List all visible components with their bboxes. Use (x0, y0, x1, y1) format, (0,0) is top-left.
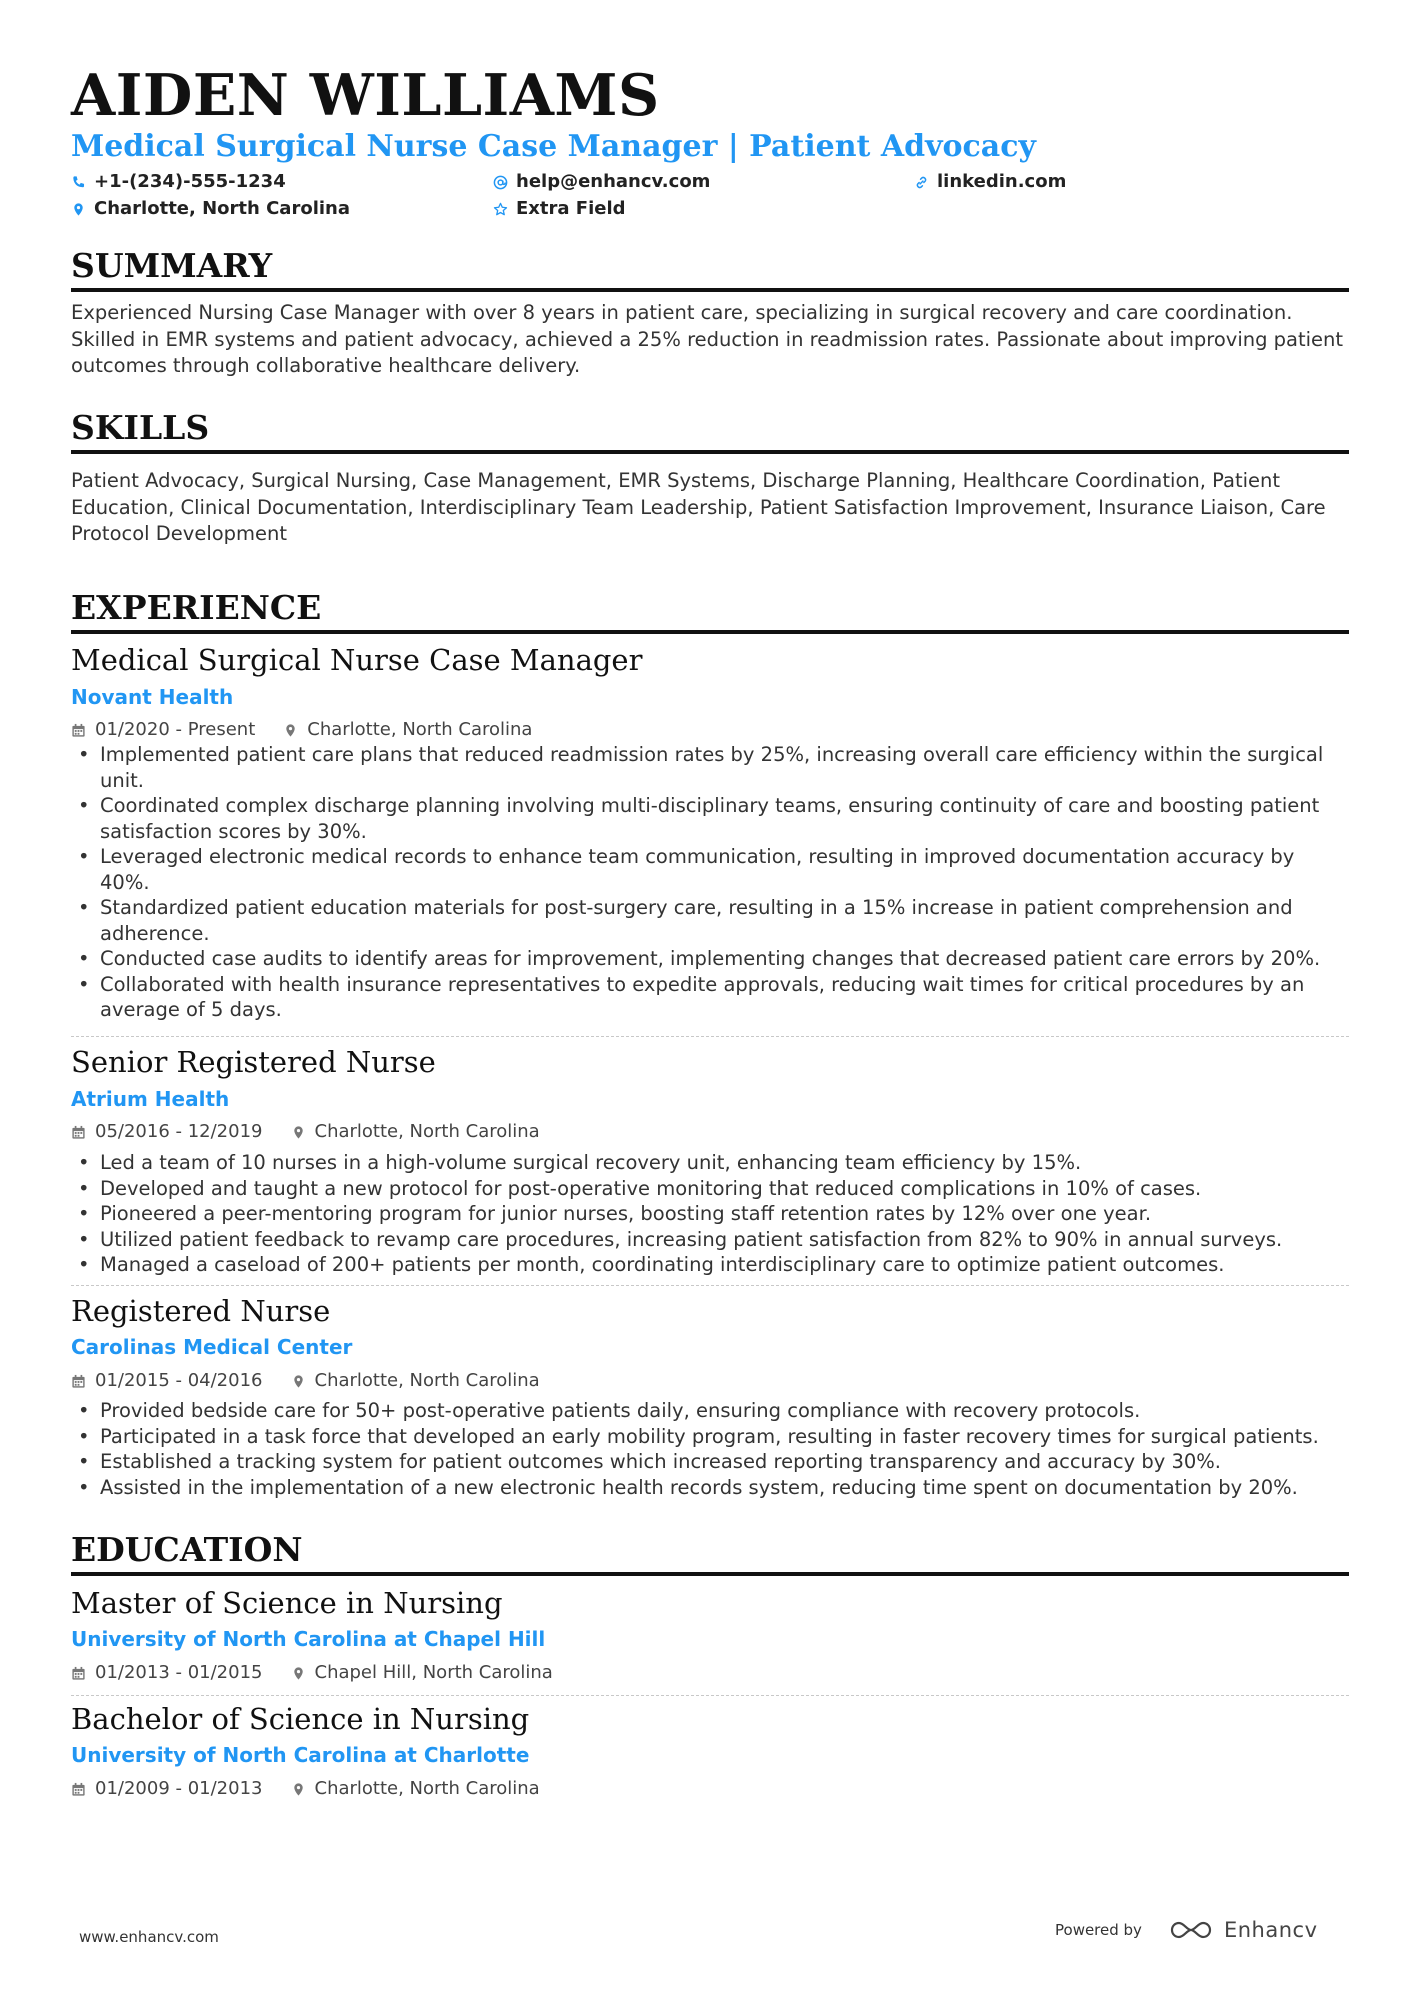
job-bullets (71, 1150, 1349, 1278)
skills-heading: SKILLS (71, 408, 1349, 454)
list-item: • Coordinated complex discharge planning involving multi-disciplinary teams, ensuring continuity of care and boosting patient satisfaction scores by 30%. (71, 793, 1349, 844)
list-item: • Participated in a task force that developed an early mobility program, resulting in faster recovery times for surgical patients. (71, 1424, 1349, 1450)
list-item: • Collaborated with health insurance representatives to expedite approvals, reducing wait times for critical procedures by an average of 5 days. (71, 972, 1349, 1023)
list-item: • Managed a caseload of 200+ patients per month, coordinating interdisciplinary care to optimize patient outcomes. (71, 1252, 1349, 1278)
entry-divider (71, 1695, 1349, 1696)
job-role: Medical Surgical Nurse Case Manager (71, 643, 643, 677)
location-text: Charlotte, North Carolina (94, 198, 350, 219)
education-location: Charlotte, North Carolina (314, 1778, 540, 1799)
candidate-name: AIDEN WILLIAMS (71, 62, 660, 129)
list-item: • Pioneered a peer-mentoring program for junior nurses, boosting staff retention rates by 12% over one year. (71, 1201, 1349, 1227)
enhancv-logo-icon (1168, 1918, 1214, 1942)
list-item: • Leveraged electronic medical records to enhance team communication, resulting in improved documentation accuracy by 40%. (71, 844, 1349, 895)
job-meta (71, 718, 532, 742)
candidate-title: Medical Surgical Nurse Case Manager | Patient Advocacy (71, 129, 1036, 164)
education-heading: EDUCATION (71, 1530, 1349, 1576)
email-text: help@enhancv.com (516, 171, 711, 192)
footer-website[interactable]: www.enhancv.com (79, 1928, 219, 1946)
education-dates: 01/2013 - 01/2015 (95, 1662, 263, 1683)
job-dates: 01/2015 - 04/2016 (95, 1370, 263, 1391)
location-pin-icon (291, 1666, 306, 1681)
job-org: Novant Health (71, 685, 234, 709)
footer-branding (1055, 1918, 1318, 1942)
education-meta (71, 1661, 553, 1685)
job-dates: 01/2020 - Present (95, 719, 256, 740)
job-role: Senior Registered Nurse (71, 1045, 436, 1079)
location-pin-icon (283, 723, 298, 738)
education-dates: 01/2009 - 01/2013 (95, 1778, 263, 1799)
star-icon (493, 202, 508, 217)
job-meta (71, 1369, 540, 1393)
job-bullets (71, 1398, 1349, 1500)
job-meta (71, 1120, 540, 1144)
job-dates: 05/2016 - 12/2019 (95, 1121, 263, 1142)
contact-email[interactable] (493, 170, 710, 194)
education-location: Chapel Hill, North Carolina (314, 1662, 553, 1683)
phone-text: +1-(234)-555-1234 (94, 171, 286, 192)
contact-extra (493, 197, 626, 221)
calendar-icon (71, 723, 86, 738)
extra-text: Extra Field (516, 198, 626, 219)
link-text: linkedin.com (937, 171, 1067, 192)
contact-location (71, 197, 350, 221)
job-location: Charlotte, North Carolina (314, 1121, 540, 1142)
job-location: Charlotte, North Carolina (307, 719, 533, 740)
experience-heading: EXPERIENCE (71, 588, 1349, 634)
link-icon (914, 175, 929, 190)
calendar-icon (71, 1125, 86, 1140)
list-item: • Developed and taught a new protocol for post-operative monitoring that reduced complications in 10% of cases. (71, 1176, 1349, 1202)
brand-name: Enhancv (1223, 1918, 1318, 1942)
list-item: • Utilized patient feedback to revamp care procedures, increasing patient satisfaction from 82% to 90% in annual surveys. (71, 1227, 1349, 1253)
list-item: • Assisted in the implementation of a new electronic health records system, reducing time spent on documentation by 20%. (71, 1475, 1349, 1501)
list-item: • Standardized patient education materials for post-surgery care, resulting in a 15% increase in patient comprehension and adherence. (71, 895, 1349, 946)
at-icon (493, 175, 508, 190)
job-org: Atrium Health (71, 1087, 230, 1111)
location-pin-icon (291, 1782, 306, 1797)
calendar-icon (71, 1374, 86, 1389)
skills-text: Patient Advocacy, Surgical Nursing, Case Management, EMR Systems, Discharge Planning, Healthcare Coordination, Patient Education, Clinical Documentation, Interdisciplinary Team Leadership, Patient Satisfaction Improvement, Insurance Liaison, Care Protocol Development (71, 469, 1326, 545)
education-meta (71, 1777, 540, 1801)
job-location: Charlotte, North Carolina (314, 1370, 540, 1391)
education-school: University of North Carolina at Chapel Hill (71, 1627, 546, 1651)
job-role: Registered Nurse (71, 1294, 331, 1328)
education-degree: Master of Science in Nursing (71, 1586, 503, 1620)
job-org: Carolinas Medical Center (71, 1335, 353, 1359)
list-item: • Implemented patient care plans that reduced readmission rates by 25%, increasing overall care efficiency within the surgical unit. (71, 742, 1349, 793)
calendar-icon (71, 1666, 86, 1681)
location-pin-icon (291, 1374, 306, 1389)
list-item: • Led a team of 10 nurses in a high-volume surgical recovery unit, enhancing team efficiency by 15%. (71, 1150, 1349, 1176)
powered-by-label: Powered by (1055, 1921, 1142, 1939)
summary-text: Experienced Nursing Case Manager with over 8 years in patient care, specializing in surgical recovery and care coordination. Skilled in EMR systems and patient advocacy, achieved a 25% reduction in readmission rates. Passionate about improving patient outcomes through collaborative healthcare delivery. (71, 301, 1344, 377)
list-item: • Provided bedside care for 50+ post-operative patients daily, ensuring compliance with recovery protocols. (71, 1398, 1349, 1424)
location-pin-icon (291, 1125, 306, 1140)
calendar-icon (71, 1782, 86, 1797)
location-pin-icon (71, 202, 86, 217)
education-school: University of North Carolina at Charlotte (71, 1743, 530, 1767)
contact-link[interactable] (914, 170, 1066, 194)
list-item: • Established a tracking system for patient outcomes which increased reporting transparency and accuracy by 30%. (71, 1449, 1349, 1475)
entry-divider (71, 1285, 1349, 1286)
job-bullets (71, 742, 1349, 1023)
summary-heading: SUMMARY (71, 246, 1349, 292)
phone-icon (71, 175, 86, 190)
entry-divider (71, 1036, 1349, 1037)
list-item: • Conducted case audits to identify areas for improvement, implementing changes that decreased patient care errors by 20%. (71, 946, 1349, 972)
contact-phone[interactable] (71, 170, 286, 194)
education-degree: Bachelor of Science in Nursing (71, 1702, 530, 1736)
